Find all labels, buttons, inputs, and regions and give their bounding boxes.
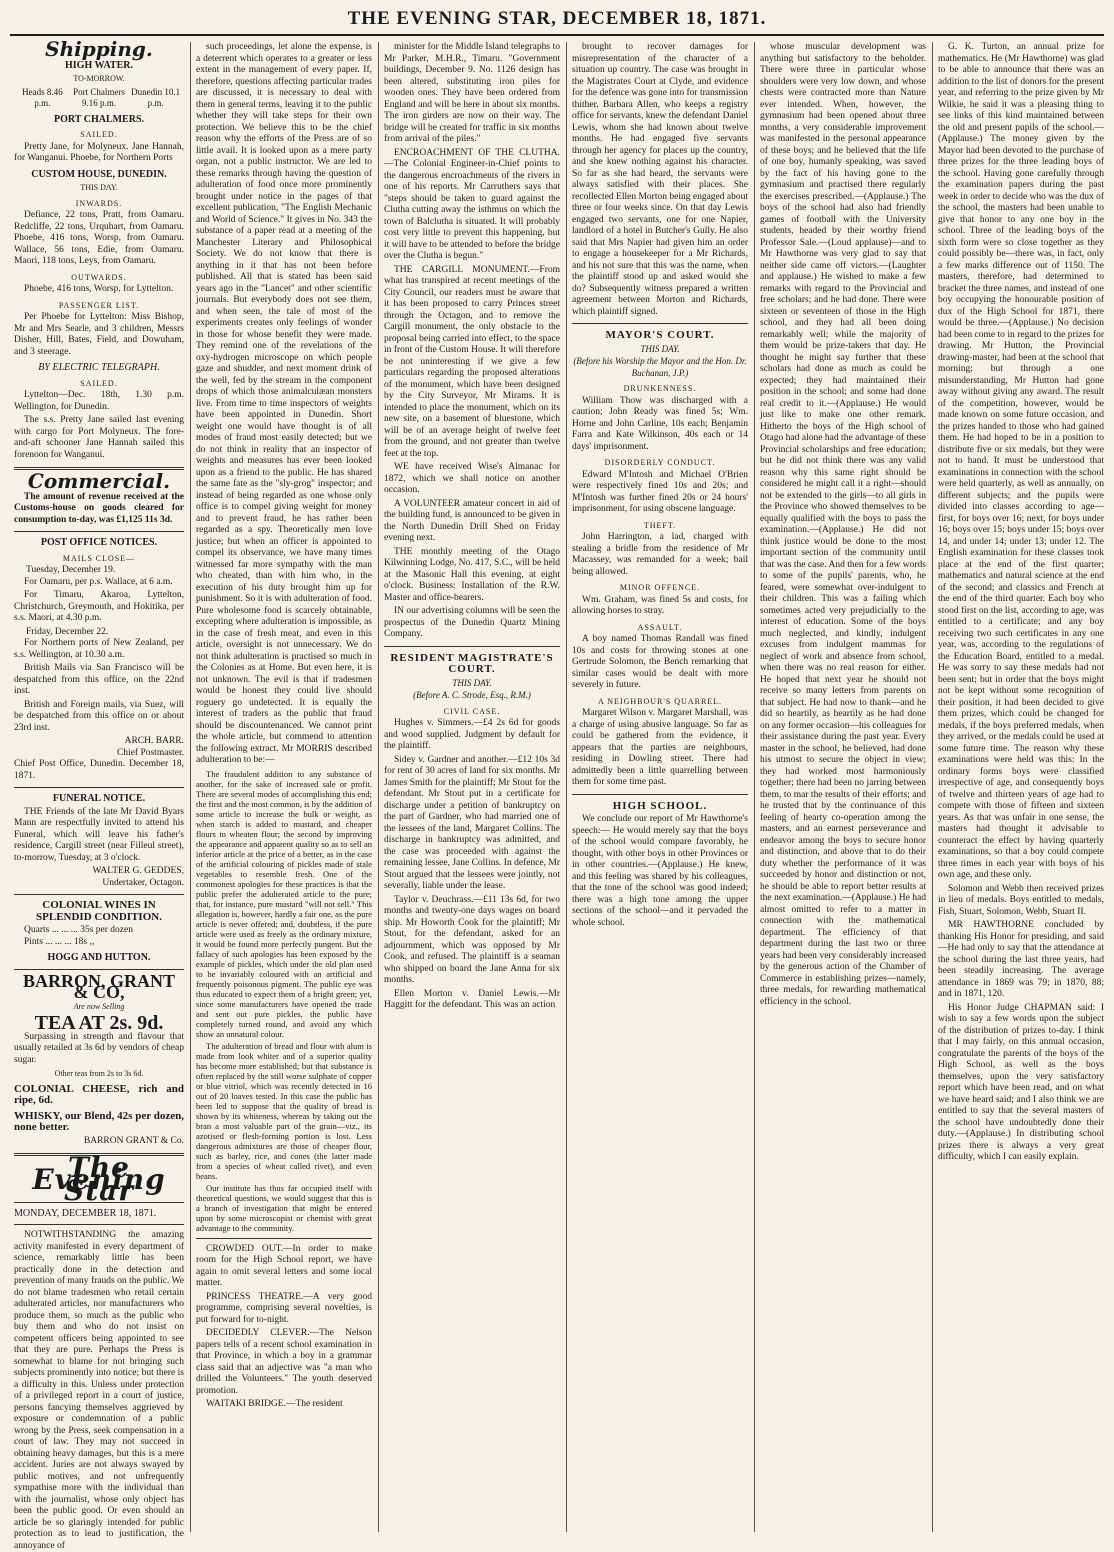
are-now-selling: Are now Selling [73,1001,125,1011]
mayors-before: (Before his Worship the Mayor and the Hon. Dr. Buchanan, J.P.) [573,356,747,378]
clutha-item: ENCROACHMENT OF THE CLUTHA.—The Colonial Engineer-in-Chief points to the dangerous encroachments of the rivers in one of his reports. Mr Carruthers says that "steps should be taken to guard against the Clutha cutting away the isthmus on which the town of Balclutha is situated. It will probably cost very little to prevent this happening, but it will have to be attended to before the bridge over the Clutha is begun." [384,147,560,261]
judge-chapman: His Honor Judge CHAPMAN said: I wish to say a few words upon the subject of the distribution of prizes to-day. I think that I may fairly, on this annual occasion, congratulate the parents of the boys of the High School, as well as the boys themselves, upon the very satisfactory report which have been read, and on what we have heard said; and I also think we are entitled to say that the several masters of the school have undoubtedly done their duty.—(Applause.) In distributing school prizes there is always a very great difficulty, which I can easily explain. [938,1002,1104,1162]
column-separator [566,42,567,1532]
dateline: MONDAY, DECEMBER 18, 1871. [14,1207,157,1219]
shipping-heading: Shipping. [45,37,153,61]
post-date: Chief Post Office, Dunedin. December 18, 1871. [14,759,184,781]
pints-price: Pints ... ... ... 18s ,, [24,936,95,947]
neighbour-heading: A NEIGHBOUR'S QUARREL. [597,696,723,706]
tide-port-chalmers: Port Chalmers 9.16 p.m. [73,86,125,108]
tea-text: Surpassing in strength and flavour that usually retailed at 3s 6d by vendors of cheap sugar. [14,1031,184,1065]
sidey-case: Sidey v. Gardner and another.—£12 10s 3d for rent of 30 acres of land for six months. Mr James Smith for the plaintiff; Mr Stout for the defendant. Mr Stout put in a certificate for discharge under a petition of bankruptcy on the part of Gardner, who had married one of the lessees of the land, Margaret Collins. The discharge in bankruptcy was admitted, and the case was proceeded with against the remaining lessee, Jane Collins. In defence, Mr Stout argued that the lessees were jointly, not severally, liable under the lease. [384,754,560,891]
barron-heading: BARRON, GRANT & CO, [22,970,175,1002]
tide-table [14,87,184,110]
princess-theatre: PRINCESS THEATRE.—A very good programme, comprising several novelties, is put forward for to-night. [196,1291,372,1325]
leader-continued: such proceedings, let alone the expense, is a deterrent which operates to a greater or less extent in the management of every paper. If, therefore, questions affecting particular trades are discussed, it is necessary to deal with them in general terms, leaving it to the public whether they will take steps for their own protection. We believe this to be the chief reason why the efforts of the Press are of so little avail. It is looked upon as a mere party organ, not a public instructor. We are led to these remarks through having the question of adulteration of food once more prominently brought under notice in the pages of that excellent publication, "The English Mechanic and World of Science." It gives in No. 343 the substance of a paper read at a meeting of the Manchester Literary and Philosophical Society. We do not know that there is anything in it that has not been before published. All that is stated has been said years ago in the "Lancet" and other scientific journals. But everybody does not see them, and when seen, the tale of most of the experiments creates only feelings of wonder in those for whose benefit they were made. They remind one of the revelations of the oxy-hydrogen microscope on which people gaze and shudder, and next moment drink of the well, fed by the stream in the component drops of which those animalculæan monsters live. From time to time inspectors of weights have been appointed in Dunedin. Short weight one would have thought is of all modes of fraud most easily detected; but we do not think in reality that an inspector of weights and measures has ever been looked upon as a friend to the public. He has shared the same fate as the "sly-grog" inspector; and instead of being regarded as one whose only office is to compel giving weight for money and to prevent fraud, he has rather been regarded as a spy. Theoretically men love justice; but when an officer is appointed to compel its observance, we have many times witnessed far more sympathy with the man who cheated, than with him who, in the execution of his duty brought him up for punishment. So it is with adulteration of food. Pure wholesome food is scarcely obtainable, excepting where adulteration is impossible, as in the case of fresh meat, and even in this article, oversight is not unnecessary. We do not think adulteration is practised so much in the Colonies as at Home. But even here, it is not unknown. The evil is that if tradesmen would be honest they could live should roguery go undetected. It is equally the interest of traders as the public that fraud should be discountenanced. We cannot print the whole article, but commend to attention the following extract. Mr MORRIS described adulteration to be:— [196,42,372,765]
decidedly-clever: DECIDEDLY CLEVER.—The Nelson papers tells of a recent school examination in that Province, in which a boy in a grammar class said that an adjective was "a man who drilled the Volunteers." The youth deserved promotion. [196,1328,372,1396]
rm-before: (Before A. C. Strode, Esq., R.M.) [413,690,531,700]
quarts-price: Quarts ... ... ... 35s per dozen [24,925,133,935]
mails-day-1: Tuesday, December 19. [26,565,116,575]
high-school-text: We conclude our report of Mr Hawthorne's speech:— He would merely say that the boys of the school would compare favorably, he thought, with other boys in other Provinces or in other countries.—(Applause.) He knew, and this feeling was shared by his colleagues, that the tone of the school was good indeed; there was a high tone among the upper sections of the school—and it pervaded the whole school. [572,814,748,928]
high-school-heading: HIGH SCHOOL. [612,799,708,812]
to-morrow-label: TO-MORROW. [73,74,125,83]
cheese-ad: COLONIAL CHEESE, rich and ripe, 6d. [14,1082,184,1106]
disorderly-text: Edward M'Intosh and Michael O'Brien were respectively fined 10s and 20s; and M'Intosh was further fined 20s or 24 hours' imprisonment, for using obscene language. [572,469,748,514]
disorderly-heading: DISORDERLY CONDUCT. [604,458,716,467]
column-5 [760,42,926,1532]
rm-court-heading: RESIDENT MAGISTRATE'S COURT. [390,651,554,675]
column-4 [572,42,748,1532]
taylor-case: Taylor v. Deuchrass.—£11 13s 6d, for two months and twenty-one days wages on board ship. Mr Howorth Cook for the plaintiff; Mr Stout, for the defendant, asked for an adjournment, which was opposed by Mr Cook, and refused. The plaintiff is a seaman who shipped on board the Jane Anna for six months. [384,894,560,985]
mayors-court-heading: MAYOR'S COURT. [605,329,715,341]
tide-heads: Heads 8.46 p.m. [22,86,63,108]
undertaker-title: Undertaker, Octagon. [102,877,184,888]
divider [572,323,748,324]
divider [14,787,184,788]
monthly-item: THE monthly meeting of the Otago Kilwinning Lodge, No. 417, S.C., will be held at the Masonic Hall this evening, at eight o'clock. Business: Installation of the R.W. Master and office-bearers. [384,546,561,603]
advertising-item: IN our advertising columns will be seen the prospectus of the Dunedin Quartz Mining Company. [384,606,560,639]
ellen-case: Ellen Morton v. Daniel Lewis.—Mr Haggitt for the defendant. This was an action [384,988,560,1010]
postmaster-title: Chief Postmaster. [116,747,184,758]
divider [14,531,184,532]
crowded-out: CROWDED OUT.—In order to make room for the High School report, we have again to omit several letters and some local matter. [196,1243,372,1288]
mails-text-7: British and Foreign mails, via Suez, will be despatched from this office on or about 23rd inst. [14,699,184,733]
other-teas: Other teas from 2s to 3s 6d. [54,1069,144,1078]
column-separator [932,42,933,1532]
mails-text-3: For Timaru, Akaroa, Lyttelton, Christchurch, Greymouth, and Hokitika, per s.s. Maori, at 4.30 p.m. [14,590,184,623]
sailed-heading: SAILED. [80,130,118,139]
minor-offence-text: Wm. Graham, was fined 5s and costs, for allowing horses to stray. [572,594,748,616]
outwards-heading: OUTWARDS. [71,272,127,282]
adulteration-extract-3: Our institute has thus far occupied itself with theoretical questions, we would suggest that this is a branch of investigation that might be entered upon by some microscopist or chemist with great advantage to the community. [196,1182,372,1233]
column-3 [384,42,560,1532]
divider [384,646,560,647]
outwards-text: Phoebe, 416 tons, Worsp, for Lyttelton. [24,284,174,294]
page-header-title: THE EVENING STAR, DECEMBER 18, 1871. [347,8,767,29]
rm-this-day: THIS DAY. [452,677,492,688]
sailed-2-text: Lyttelton—Dec. 18th, 1.30 p.m. Wellington, for Dunedin. [14,390,184,412]
hawthorne-speech: whose muscular development was anything but satisfactory to the beholder. There were three in particular whose shoulders were very low down, and whose chests were contracted more than Nature ever intended. When, however, the gymnasium had been opened about three months, a very considerable improvement was manifested in the personal appearance of these boys; and he believed that the life of one boy, humanly speaking, was saved by the fact of his having gone to the gymnasium and practised there regularly the exercises prescribed.—(Applause.) The boys of the school had also had friendly games of football with the University students, headed by their worthy friend Professor Sale.—(Loud applause)—and to Mr Hawthorne was very glad to say that neither side came off victors.—(Laughter and applause.) He wished to make a few remarks with regard to the Provincial and free scholars; and he had done. There were sixteen or seventeen of those in the High school, and they had all been doing remarkably well; while the majority of them would be prize-takers that day. He thought he might say further that these scholars had done as much as could be expected; they had maintained their position in the school; and some had done real credit to it.—(Applause.) He would just like to make one other remark. Hitherto the boys of the High school of Otago had alone had the advantage of these Provincial scholarships and free education; but he did not think there was any valid reason why this same right should be considered he might call it a right—should not be extended to the girls—to all girls in the Province who showed themselves to be equally qualified with the boys to pass the examination.—(Applause.) He did not think justice would be done to the most important section of the community until that was the case. And then for a few words to some of the pupils' parents, who, he feared, were somewhat over-indulgent to their children. This was a failing which sometimes acted very prejudicially to the interest of education. Some of the boys much neglected, and kindly, indulgent excuses from indulgent mammas for neglect of work and absence from school, when there was no real reason for either. He hoped that next year he should not receive so many letters from parents on that subject. He had now to thank—and he did so heartily, as heartily as he had done on any former occasion—his colleagues for their assistance during the past year. Every master in the school, he believed, had done his utmost to secure the object in view; they had worked most harmoniously together; there had been no jarring between them, to mar the results of their efforts; and he trusted that by the continuance of this feeling of hearty co-operation among the masters, and an earnest perseverance and endeavor among the boys to secure honor and distinction, and above that to do their duty whether the performance of it was succeeded by honor and distinction or not, he should be able to report better results at the next examination.—(Applause.) He had almost omitted to refer to a matter in connection with the mathematical department. The efficiency of that department during the last two or three years had been very considerably increased by the generous action of the Chamber of Commerce in establishing prizes—namely, three medals, for rewarding mathematical efficiency in the school. [760,42,926,1007]
hogg-hutton: HOGG AND HUTTON. [47,952,151,963]
pretty-jane-text: The s.s. Pretty Jane sailed last evening with cargo for Port Molyneux. The fore-and-aft schooner Jane Hannah sailed this forenoon for Wanganui. [14,415,184,460]
column-separator [190,42,191,1532]
ellen-continued: brought to recover damages for misrepresentation of the character of a situation up country. The case was brought in the Magistrates Court at Clyde, and evidence for the defence was gone into for transmission thither. Barbara Allen, who keeps a registry office for servants, knew the defendant Daniel Lewis, whom she had known about twelve months. He had engaged five servants through her agency for places up the country, and she knew nothing against his character. So far as she had heard, the servants were always satisfied with their places. She recollected Ellen Morton being engaged about three or four weeks since. On that day Lewis engaged two servants, one for one Napier, landlord of a hotel in Butcher's Gully. He also said that Mrs Napier had given him an order to engage a housekeeper for a Mr Richards, and his not sure that this was the name, when the plaintiff stood up and asked would she do? Subsequently witness prepared a written agreement between Morton and Richards, which plaintiff signed. [572,42,748,317]
mails-close-heading: MAILS CLOSE— [62,553,136,563]
inwards-text: Defiance, 22 tons, Pratt, from Oamaru. Redcliffe, 22 tons, Urquhart, from Oamaru. Phoebe, 416 tons, Worsp, from Oamaru. Wallace, 56 tons, Edie, from Oamaru. Maori, 118 tons, Leys, from Oamaru. [14,210,184,266]
barron-sign: BARRON GRANT & Co. [83,1135,184,1146]
high-water-heading: HIGH WATER. [65,59,133,71]
mails-text-5: For Northern ports of New Zealand, per s.s. Wellington, at 10.30 a.m. [14,638,184,660]
divider [572,794,748,795]
mails-day-2: Friday, December 22. [26,626,109,637]
adulteration-extract-1: The fraudulent addition to any substance of another, for the sake of increased sale or profit. There are several modes of accomplishing this end; the first and the most common, is by the addition of some article to increase the bulk or weight, as when starch is added to mustard, and cheaper flours to wheaten flour; the second by improving the appearance and apparent quality so as to sell an inferior article at the price of a better, as in the case of the artificial colouring of pickles made of stale vegetables to resemble fresh. One of the commonest apologies for these practices is that the public prefer the adulterated article to the pure; that, for instance, pure mustard "will not sell." This allegation is, however, hardly a fair one, as the pure article is never offered; and, doubtless, if the pure article were used as freely as the ordinary mixture, it would be found more perfectly pungent. But the fallacy of such apologies has been exposed by the example of pickles, which under the old plan used to be invariably coloured with an artificial and frequently poisonous pigment. The public eye was thus educated to expect them of a bright green; yet, since some manufacturers have opened the trade and sent out pure pickles, the public have completely turned round, and avoid any which show an unnatural colour. [196,768,372,1039]
divider [14,894,184,895]
column-separator [754,42,755,1532]
adulteration-extract-2: The adulteration of bread and flour with alum is made from look whiter and of a superior quality has become more established; but that substance is often replaced by the still worse sulphate of copper or blue vitriol, which was recently detected in 16 out of 20 loaves tested. In this case the public has been led to suppose that the quality of bread is shown by its whiteness, whereas by taking out the bran a most valuable part of the grain—viz., its azotised or flesh-forming portion is lost. Less dangerous admixtures are those of cheaper flour, such as barley, rice, and cones (the latter made from a species of wheat called rivet), and even beans. [196,1040,372,1181]
divider [14,1224,184,1225]
commercial-text: The amount of revenue received at the Customs-house on goods cleared for consumption to-day, was £1,125 11s 3d. [14,491,184,525]
passenger-text: Per Phoebe for Lyttelton: Miss Bishop, Mr and Mrs Searle, and 3 children, Messrs Disher, Hill, Bates, Field, and Dowuham, and 3 steerage. [14,312,184,357]
whisky-ad: WHISKY, our Blend, 42s per dozen, none better. [14,1109,184,1133]
cargill-item: THE CARGILL MONUMENT.—From what has transpired at recent meetings of the City Council, our readers must be aware that it has been proposed to carry Princes street through the Octagon, and to remove the Cargill monument, the only obstacle to the proposal being carried into effect, to the space in front of the Custom House. It will therefore be not uninteresting if we give a few particulars regarding the proposed alterations of the monument, which have been designed by the City Surveyor, Mr Mirams. It is intended to place the monument, which on its new site, on a basement of bluestone, which will be of an average height of twelve feet from the ground, and not greater than twelve feet at the top. [384,264,560,459]
neighbour-text: Margaret Wilson v. Margaret Marshall, was a charge of using abusive language. So far as could be gathered from the evidence, it appears that the parties are neighbours, residing in Dowling street. There had admittedly been a little quarrelling between them for some time past. [572,708,748,787]
header-rule [10,34,1104,36]
column-separator [378,42,379,1532]
civil-case-heading: CIVIL CASE. [443,706,501,716]
mails-text-6: British Mails via San Francisco will be despatched from this office, on the 22nd inst. [14,663,184,696]
telegraph-heading: BY ELECTRIC TELEGRAPH. [38,362,160,373]
hawthorne-speech-continued: G. K. Turton, an annual prize for mathematics. He (Mr Hawthorne) was glad to be able to announce that there was an addition to the list of donors for the present year, and referring to the prize given by Mr Wilkie, he said it was a pleasing thing to see links of this kind maintained between the old and present pupils of the school.—(Applause.) The money given by the Mayor had been devoted to the purchase of three prizes for the three leading boys of the school. Having gone carefully through the examination papers during the past week in order to decide who was the dux of the school, the masters had been unable to give that honor to any one boy in the school. Three of the leading boys of the sixth form were so close together as they could possibly be—there was, in fact, only a few marks difference out of 1150. The masters, therefore, had determined to bracket the three names, and instead of one boy occupying the honourable position of dux of the High School for 1871, there would be three.—(Applause.) No decision had been come to in regard to the prizes for drawing. Mr Hutton, the Provincial drawing-master, had been at the school that morning; but through a one misunderstanding, Mr Hutton had gone away without giving any award. The result of the competition, however, would be made known on some future occasion, and the prizes handed to those who had gained them. He had hoped to be in a position to distribute five or six medals, but they were not to hand. It must be understood that examinations in connection with the school were held quarterly, as well as annually, on different subjects; and the pupils were divided into classes according to age—first, for boys over 16; next, for boys under 16; boys over 15; boys under 15; boys over 14, and under 14; under 13; under 12. The English examination for these classes took place at the end of the first quarter; mathematics and natural science at the end of the second; and classics and French at the end of the third quarter. Each boy who stood first on the list, according to age, was entitled to a certificate; and any boy receiving two such certificates in any one year, was, according to the regulations of the Education Board, entitled to a medal. He was sorry to say these medals had not been sent; but in order that the boys might not be kept without some recognition of their position, it had been decided to give them prizes, which could be changed for medals, if the boys preferred medals, when they arrived, or the medals could be used at some future time. The reason why these examinations were held was this: In the ordinary forms boys were classified irrespective of age, and consequently boys of twelve and thirteen years of age had to compete with those of fifteen and sixteen years. As that was unfair in one sense, the masters had thought it advisable to counteract the effect by having quarterly examinations, so that a boy could compete three times in each year with boys of his own age, and these only. [938,42,1104,880]
divider [14,969,184,970]
mayors-this-day: THIS DAY. [640,343,680,354]
post-office-heading: POST OFFICE NOTICES. [40,537,158,548]
theft-heading: THEFT. [643,520,677,530]
theft-text: John Harrington, a lad, charged with stealing a bridle from the residence of Mr Macassey, was remanded for a week; bail being allowed. [572,532,748,577]
sailed-2-heading: SAILED. [80,378,118,388]
customs-heading: CUSTOM HOUSE, DUNEDIN. [31,168,167,180]
waitaki-continued: minister for the Middle Island telegraphs to Mr Parker, M.H.R., Timaru. "Government buildings, December 9. No. 1126 design has been altered, substituting iron piles for wooden ones. They have been ordered from England and will be here in about six months. The iron girders are now on their way. The bridge will be created for traffic in six months from arrival of the piles." [384,42,560,144]
funeral-text: THE Friends of the late Mr David Byars Mann are respectfully invited to attend his Funeral, which will leave his father's residence, Cargill street (near Filleul street), to-morrow, Tuesday, at 3 o'clock. [14,806,184,863]
column-6 [938,42,1104,1532]
sailed-text: Pretty Jane, for Molyneux. Jane Hannah, for Wanganui. Phoebe, for Northern Ports [14,141,184,163]
volunteer-item: A VOLUNTEER amateur concert in aid of the building fund, is announced to be given in the North Dunedin Drill Shed on Friday evening next. [384,498,560,543]
inwards-heading: INWARDS. [75,198,123,208]
minor-offence-heading: MINOR OFFENCE. [619,583,701,592]
mails-text-2: For Oamaru, per p.s. Wallace, at 6 a.m. [24,576,173,587]
tide-dunedin: Dunedin 10.1 p.m. [131,86,181,108]
port-chalmers-heading: PORT CHALMERS. [53,113,145,125]
waitaki-bridge: WAITAKI BRIDGE.—The resident [206,1399,343,1409]
solomon-webb: Solomon and Webb then received prizes in lieu of medals. Boys entitled to medals, Fish, Stuart, Solomon, Webb, Stuart II. [938,883,1104,917]
column-1 [14,37,184,1551]
leader-text: NOTWITHSTANDING the amazing activity manifested in every department of science, remarkably little has been practically done in the detection and prevention of many frauds on the public. We do not blame tradesmen who retail certain adulterated articles, nor manufacturers who produce them, so much as the public who buy them and who do not insist on competent officers being appointed to see that they are pure. Perhaps the Press is somewhat to blame for not bringing such subjects prominently into notice; but there is a difficulty in this. Unless under protection of a privileged report in a court of justice, persons fancying themselves aggrieved by exposure or condemnation of a public wrong by the Press, seek compensation in a court of law. They may not succeed in obtaining heavy damages, but this is a mere accident. Juries are not always swayed by public motives, and not unfrequently sympathise more with the individual than with the journalist, whose only object has been the public good. Or even should an article be so glaringly intended for public protection as to lead to justification, the annoyance of [14,1230,184,1551]
commercial-heading: Commercial. [27,469,171,493]
column-2 [196,42,372,1532]
wines-heading: COLONIAL WINES IN SPLENDID CONDITION. [36,899,162,923]
funeral-heading: FUNERAL NOTICE. [52,793,146,804]
wise-item: WE have received Wise's Almanac for 1872, which we shall notice on another occasion. [384,462,560,495]
drunkenness-text: William Thow was discharged with a caution; John Ready was fined 5s; Wm. Horne and John Carline, 10s each; Benjamin Farra and Kate Wilkinson, 40s each or 14 days' imprisonment. [572,395,748,452]
tea-price: TEA AT 2s. 9d. [34,1012,164,1034]
assault-heading: ASSAULT. [637,622,683,632]
postmaster-name: ARCH. BARR. [124,736,184,746]
hawthorne-concluded: MR HAWTHORNE concluded by thanking His Honor for presiding, and said—He had only to say that the attendance at the school during the last three years, had been steadily increasing. The average attendance in 1869 was 79; in 1870, 88; and in 1871, 120. [938,920,1104,999]
civil-case-text: Hughes v. Simmers.—£4 2s 6d for goods and wood supplied. Judgment by default for the plaintiff. [384,718,560,751]
customs-this-day: THIS DAY. [80,183,118,192]
undertaker-name: WALTER G. GEDDES, [92,866,184,876]
divider [196,1238,372,1239]
drunkenness-heading: DRUNKENNESS. [623,384,697,393]
passenger-list-heading: PASSENGER LIST. [58,300,140,310]
assault-text: A boy named Thomas Randall was fined 10s and costs for throwing stones at one Gertrude Solomon, the Bench remarking that similar cases would be dealt with more severely in future. [572,634,748,690]
paper-masthead: The Evening Star [32,1151,166,1207]
